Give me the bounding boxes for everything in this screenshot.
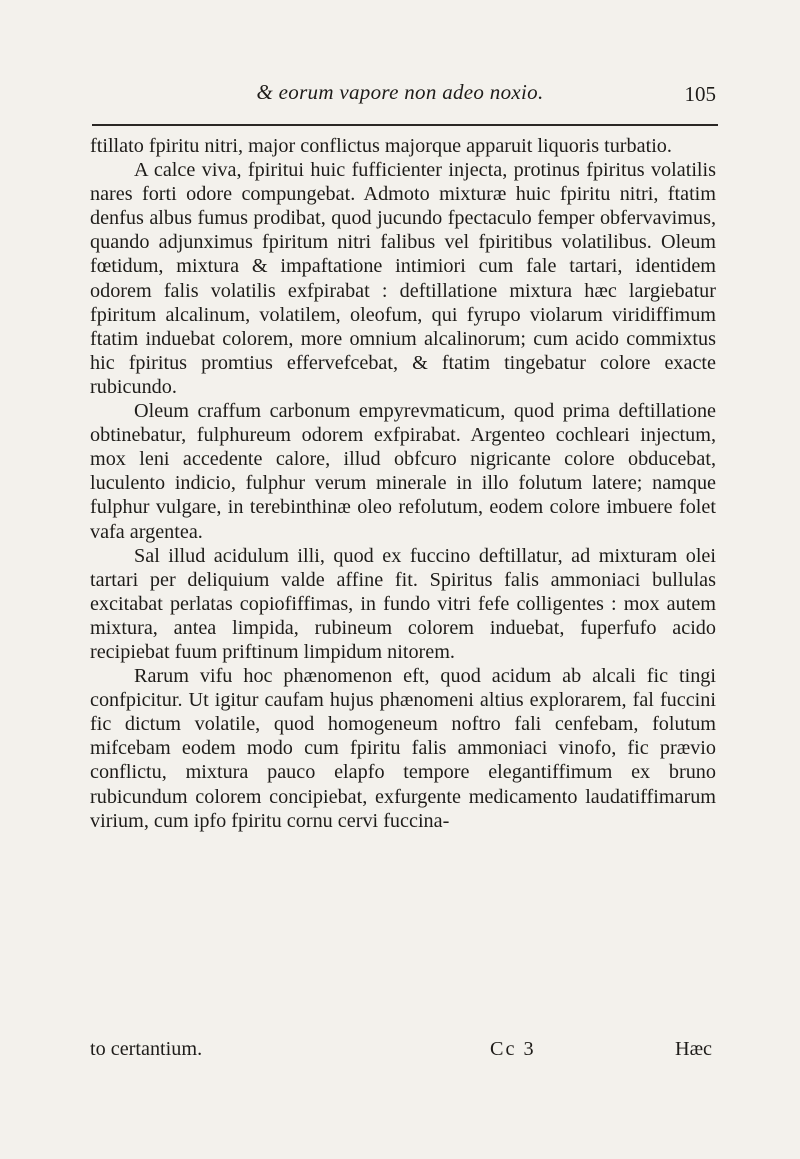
catchword: Hæc	[674, 1038, 712, 1060]
paragraph: ftillato fpiritu nitri, major conflictus majorque apparuit liquoris turbatio.	[90, 135, 672, 157]
paragraph: Sal illud acidulum illi, quod ex fuccino deftillatur, ad mixturam olei tartari per deliquium valde affine fit. Spiritus falis ammoniaci bullulas excitabat perlatas copiofiffimas, in fundo vitri fefe colligentes : mox autem mixtura, antea limpida, rubineum colorem induebat, fuperfufo acido recipiebat fuum priftinum limpidum nitorem.	[90, 544, 716, 663]
paragraph: A calce viva, fpiritui huic fufficienter injecta, protinus fpiritus volatilis nares forti odore compungebat. Admoto mixturæ huic fpiritu nitri, ftatim denfus albus fumus prodibat, quod jucundo fpectaculo femper obfervavimus, quando adjunximus fpiritum nitri falibus vel fpiritibus volatilibus. Oleum fœtidum, mixtura & impaftatione intimiori cum fale tartari, identidem odorem falis volatilis exfpirabat : deftillatione mixtura hæc largiebatur fpiritum alcalinum, volatilem, oleofum, qui fyrupo violarum viridiffimum ftatim induebat colorem, more omnium alcalinorum; cum acido commixtus hic fpiritus promtius effervefcebat, & ftatim tingebatur colore exacte rubicundo.	[90, 159, 716, 398]
header-rule	[92, 124, 718, 126]
body-text	[90, 134, 716, 833]
page-footer	[90, 1038, 716, 1064]
paragraph: Rarum vifu hoc phænomenon eft, quod acidum ab alcali fic tingi confpicitur. Ut igitur caufam hujus phænomeni altius explorarem, fal fuccini fic dictum volatile, quod homogeneum noftro fali cenfebam, folutum mifcebam eodem modo cum fpiritu falis ammoniaci vinofo, fic prævio conflictu, mixtura pauco elapfo tempore elegantiffimum ex bruno rubicundum colorem concipiebat, exfurgente medicamento laudatiffimarum virium, cum ipfo fpiritu cornu cervi fuccina-	[90, 665, 716, 832]
last-line-text: to certantium.	[90, 1038, 203, 1060]
running-title: & eorum vapore non adeo noxio.	[256, 80, 544, 104]
page-header	[0, 80, 800, 110]
paragraph: Oleum craffum carbonum empyrevmaticum, quod prima deftillatione obtinebatur, fulphureum odorem exfpirabat. Argenteo cochleari injectum, mox leni accedente calore, illud obfcuro nigricante colore obducebat, luculento indicio, fulphur verum minerale in illo folutum latere; namque fulphur vulgare, in terebinthinæ oleo refolutum, eodem colore imbuere folet vafa argentea.	[90, 400, 716, 543]
signature-mark: Cc 3	[490, 1038, 536, 1060]
page-number: 105	[684, 82, 716, 106]
